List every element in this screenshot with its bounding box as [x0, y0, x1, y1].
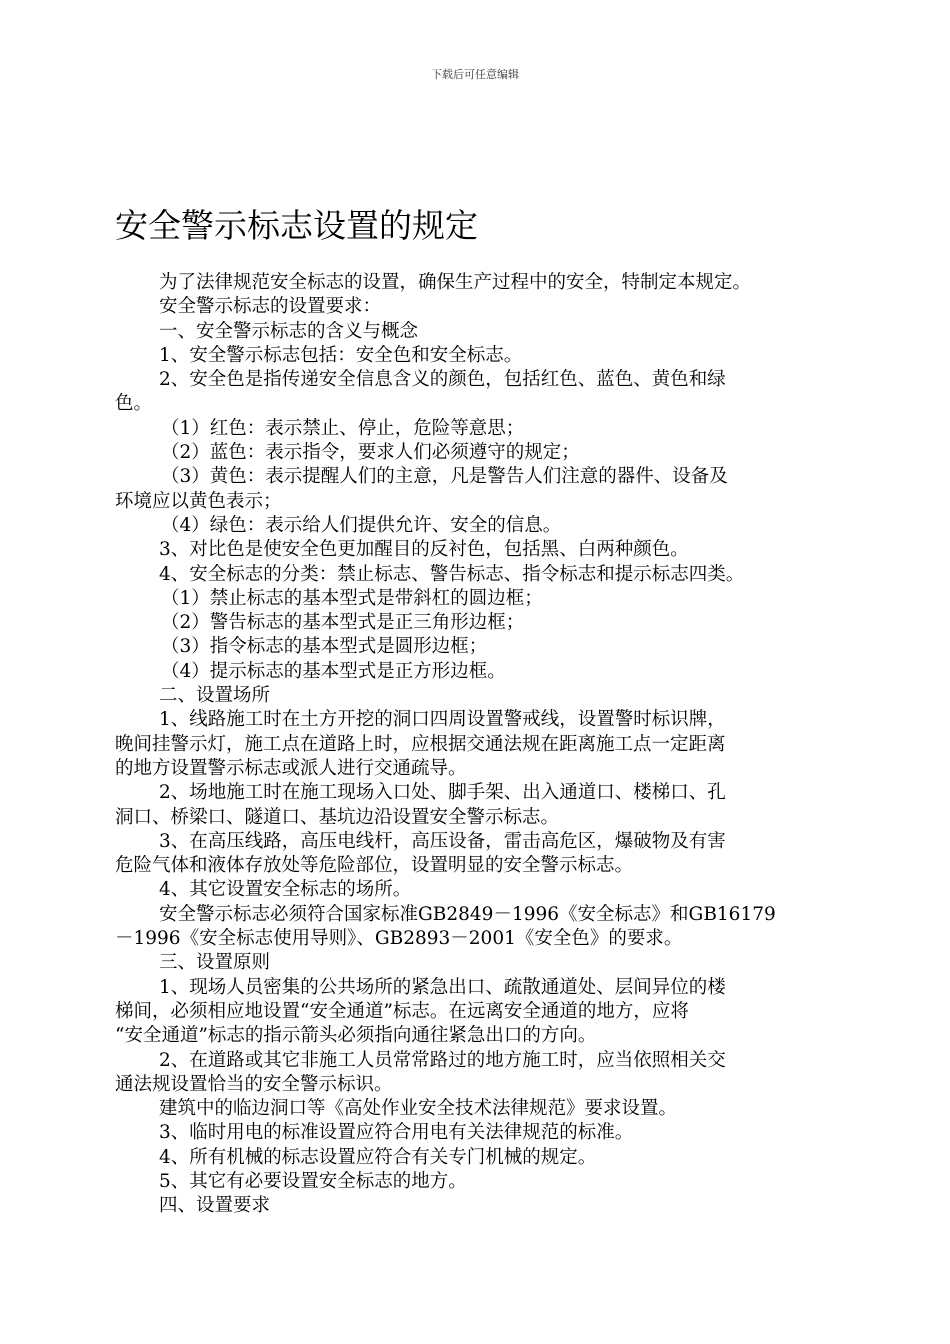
text-line: 梯间，必须相应地设置“安全通道”标志。在远离安全通道的地方，应将 [115, 1000, 689, 1022]
text-line: 四、设置要求 [159, 1195, 271, 1217]
text-line: 2、安全色是指传递安全信息含义的颜色，包括红色、蓝色、黄色和绿 [159, 369, 726, 391]
text-line: 晚间挂警示灯，施工点在道路上时，应根据交通法规在距离施工点一定距离 [115, 733, 726, 755]
header-note: 下载后可任意编辑 [431, 68, 519, 81]
text-line: （3）指令标志的基本型式是圆形边框； [161, 636, 488, 658]
text-line: 危险气体和液体存放处等危险部位，设置明显的安全警示标志。 [115, 855, 634, 877]
text-line: 二、设置场所 [159, 685, 271, 707]
text-line: （1）红色：表示禁止、停止，危险等意思； [161, 417, 525, 439]
text-line: 洞口、桥梁口、隧道口、基坑边沿设置安全警示标志。 [115, 806, 560, 828]
text-line: 4、所有机械的标志设置应符合有关专门机械的规定。 [159, 1146, 597, 1168]
text-line: 三、设置原则 [159, 952, 271, 974]
text-line: 2、在道路或其它非施工人员常常路过的地方施工时，应当依照相关交 [159, 1049, 726, 1071]
text-line: 环境应以黄色表示； [115, 490, 282, 512]
text-line: 3、在高压线路，高压电线杆，高压设备，雷击高危区，爆破物及有害 [159, 830, 726, 852]
text-line: 5、其它有必要设置安全标志的地方。 [159, 1170, 467, 1192]
text-line: 为了法律规范安全标志的设置，确保生产过程中的安全，特制定本规定。 [159, 272, 752, 293]
text-line: 色。 [115, 393, 153, 415]
text-line: －1996《安全标志使用导则》、GB2893－2001《安全色》的要求。 [115, 928, 683, 950]
text-line: （4）提示标志的基本型式是正方形边框。 [161, 660, 506, 682]
text-line: 3、临时用电的标准设置应符合用电有关法律规范的标准。 [159, 1122, 634, 1144]
text-line: 的地方设置警示标志或派人进行交通疏导。 [115, 757, 467, 779]
text-line: 1、线路施工时在土方开挖的洞口四周设置警戒线，设置警时标识牌， [159, 709, 726, 731]
text-line: “安全通道”标志的指示箭头必须指向通往紧急出口的方向。 [115, 1025, 597, 1047]
text-line: 1、安全警示标志包括：安全色和安全标志。 [159, 344, 523, 366]
text-line: （3）黄色：表示提醒人们的主意，凡是警告人们注意的器件、设备及 [161, 466, 728, 488]
text-line: 建筑中的临边洞口等《高处作业安全技术法律规范》要求设置。 [159, 1098, 678, 1120]
text-line: 1、现场人员密集的公共场所的紧急出口、疏散通道处、层间异位的楼 [159, 976, 726, 998]
text-line: 一、安全警示标志的含义与概念 [159, 320, 419, 342]
text-line: 4、安全标志的分类：禁止标志、警告标志、指令标志和提示标志四类。 [159, 563, 745, 585]
text-line: （1）禁止标志的基本型式是带斜杠的圆边框； [161, 587, 543, 609]
text-line: 安全警示标志必须符合国家标准GB2849－1996《安全标志》和GB16179 [159, 903, 776, 925]
text-line: 4、其它设置安全标志的场所。 [159, 879, 412, 901]
page-title: 安全警示标志设置的规定 [115, 206, 478, 245]
document-body [115, 271, 855, 1219]
text-line: 3、对比色是使安全色更加醒目的反衬色，包括黑、白两种颜色。 [159, 539, 689, 561]
text-line: （4）绿色：表示给人们提供允许、安全的信息。 [161, 514, 562, 536]
text-line: 通法规设置恰当的安全警示标识。 [115, 1073, 393, 1095]
text-line: （2）蓝色：表示指令，要求人们必须遵守的规定； [161, 442, 580, 464]
text-line: （2）警告标志的基本型式是正三角形边框； [161, 612, 525, 634]
text-line: 安全警示标志的设置要求： [159, 296, 382, 318]
text-line: 2、场地施工时在施工现场入口处、脚手架、出入通道口、楼梯口、孔 [159, 782, 726, 804]
